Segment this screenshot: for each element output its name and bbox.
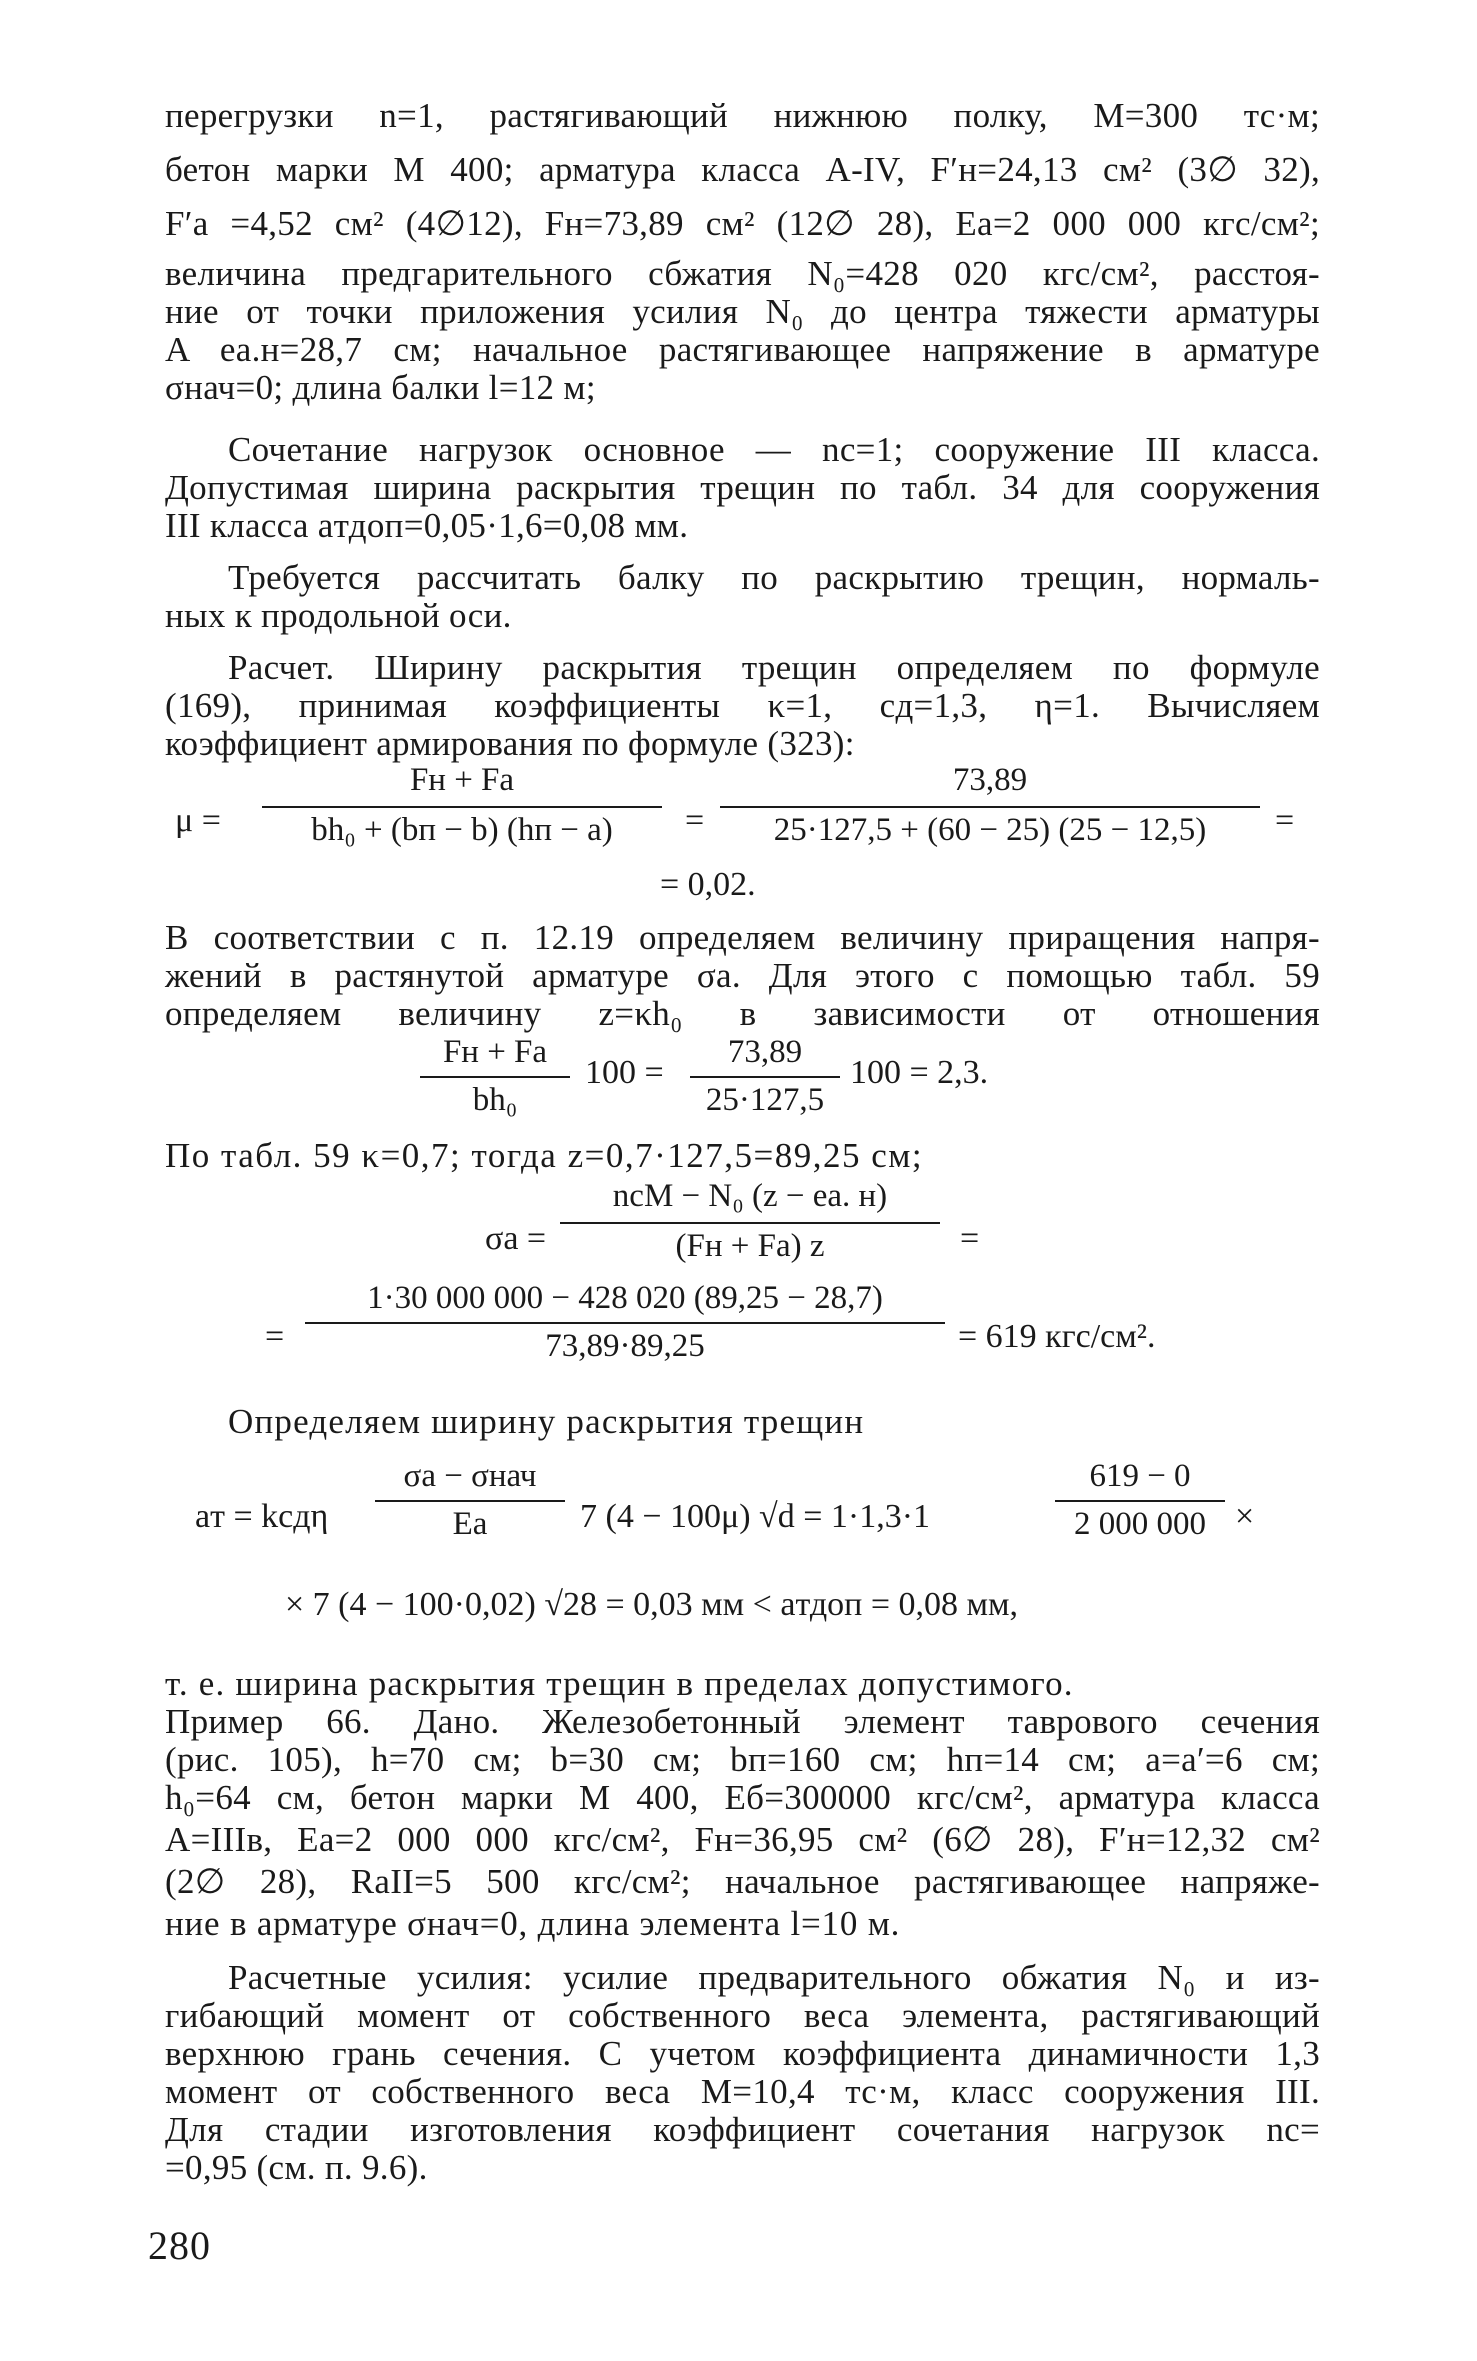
fraction-bar — [560, 1222, 940, 1224]
text-line: σнач=0; длина балки l=12 м; — [165, 368, 596, 407]
formula-numerator: σа − σнач — [403, 1458, 537, 1494]
formula-lhs: μ = — [175, 802, 221, 839]
text-line: т. е. ширина раскрытия трещин в пределах допустимого. — [165, 1664, 1074, 1703]
text-line: момент от собственного веса M=10,4 тс·м, класс сооружения III. — [165, 2072, 1320, 2111]
text-line: h₀=64 см, бетон марки М 400, Eб=300000 кгс/см², арматура класса — [165, 1778, 1320, 1817]
text-line: Расчетные усилия: усилие предварительного обжатия N₀ и из- — [228, 1958, 1320, 1997]
formula-denominator: bh₀ — [472, 1082, 518, 1118]
formula-denominator: Eа — [452, 1506, 488, 1542]
text-line: Расчет. Ширину раскрытия трещин определяем по формуле — [228, 648, 1320, 687]
text-line: величина предгарительного сбжатия N₀=428 020 кгс/см², расстоя- — [165, 254, 1320, 293]
text-line: (2∅ 28), RаII=5 500 кгс/см²; начальное растягивающее напряже- — [165, 1862, 1320, 1901]
equals-sign: = — [1275, 802, 1295, 839]
formula-lhs: σа = — [485, 1220, 547, 1257]
text-line: В соответствии с п. 12.19 определяем величину приращения напря- — [165, 918, 1320, 957]
fraction-bar — [690, 1076, 840, 1078]
text-line: бетон марки М 400; арматура класса A-IV, F′н=24,13 см² (3∅ 32), — [165, 150, 1320, 189]
formula-lhs: aт = kcдη — [195, 1498, 329, 1535]
fraction-bar — [375, 1500, 565, 1502]
text-line: Допустимая ширина раскрытия трещин по табл. 34 для сооружения — [165, 468, 1320, 507]
formula-denominator: (Fн + Fа) z — [675, 1228, 825, 1264]
text-line: III класса aтдоп=0,05·1,6=0,08 мм. — [165, 506, 689, 545]
text-line: Для стадии изготовления коэффициент сочетания нагрузок nc= — [165, 2110, 1320, 2149]
text-line: (169), принимая коэффициенты κ=1, cд=1,3, η=1. Вычисляем — [165, 686, 1320, 725]
fraction-bar — [305, 1322, 945, 1324]
formula-result: = 0,02. — [660, 866, 756, 903]
text-line: определяем величину z=κh₀ в зависимости от отношения — [165, 994, 1320, 1033]
fraction-bar — [262, 806, 662, 808]
text-line: коэффициент армирования по формуле (323): — [165, 724, 855, 763]
formula-numerator: 1·30 000 000 − 428 020 (89,25 − 28,7) — [367, 1280, 883, 1316]
text-line: (рис. 105), h=70 см; b=30 см; bп=160 см; hп=14 см; a=a′=6 см; — [165, 1740, 1320, 1779]
text-line: A=IIIв, Eа=2 000 000 кгс/см², Fн=36,95 см² (6∅ 28), F′н=12,32 см² — [165, 1820, 1320, 1859]
fraction-bar — [420, 1076, 570, 1078]
formula-text: × — [1235, 1498, 1255, 1535]
formula-numerator: Fн + Fа — [442, 1034, 548, 1070]
fraction-bar — [720, 806, 1260, 808]
text-line: ных к продольной оси. — [165, 596, 512, 635]
formula-result: 100 = 2,3. — [850, 1054, 989, 1091]
text-line: A eа.н=28,7 см; начальное растягивающее напряжение в арматуре — [165, 330, 1320, 369]
formula-numerator: Fн + Fа — [409, 762, 515, 798]
formula-denominator: 25·127,5 + (60 − 25) (25 − 12,5) — [773, 812, 1207, 848]
text-line: перегрузки n=1, растягивающий нижнюю полку, M=300 тс·м; — [165, 96, 1320, 135]
formula-numerator: 73,89 — [952, 762, 1028, 798]
text-line: =0,95 (см. п. 9.6). — [165, 2148, 428, 2187]
equals-sign: = — [960, 1220, 980, 1257]
formula-result: = 619 кгс/см². — [958, 1318, 1156, 1355]
formula-text: 100 = — [585, 1054, 664, 1091]
formula-text: 7 (4 − 100μ) √d = 1·1,3·1 — [580, 1498, 931, 1535]
text-line: Определяем ширину раскрытия трещин — [228, 1402, 865, 1441]
equals-sign: = — [685, 802, 705, 839]
formula-denominator: bh₀ + (bп − b) (hп − a) — [311, 812, 613, 848]
text-line: верхнюю грань сечения. С учетом коэффициента динамичности 1,3 — [165, 2034, 1320, 2073]
text-line: ние от точки приложения усилия N₀ до центра тяжести арматуры — [165, 292, 1320, 331]
formula-numerator: 619 − 0 — [1089, 1458, 1191, 1494]
formula-text: × 7 (4 − 100·0,02) √28 = 0,03 мм < aтдоп = 0,08 мм, — [285, 1586, 1019, 1623]
formula-denominator: 73,89·89,25 — [545, 1328, 705, 1364]
formula-denominator: 25·127,5 — [705, 1082, 825, 1118]
page-number: 280 — [148, 2223, 211, 2268]
formula-numerator: 73,89 — [727, 1034, 803, 1070]
text-line: F′а =4,52 см² (4∅12), Fн=73,89 см² (12∅ 28), Eа=2 000 000 кгс/см²; — [165, 204, 1320, 243]
text-line: По табл. 59 κ=0,7; тогда z=0,7·127,5=89,25 см; — [165, 1136, 924, 1175]
text-line: ние в арматуре σнач=0, длина элемента l=10 м. — [165, 1904, 901, 1943]
equals-sign: = — [265, 1318, 285, 1355]
example-heading: Пример 66. Дано. Железобетонный элемент таврового сечения — [165, 1702, 1320, 1741]
text-line: Требуется рассчитать балку по раскрытию трещин, нормаль- — [228, 558, 1320, 597]
text-line: гибающий момент от собственного веса элемента, растягивающий — [165, 1996, 1320, 2035]
formula-denominator: 2 000 000 — [1074, 1506, 1206, 1542]
text-line: жений в растянутой арматуре σа. Для этого с помощью табл. 59 — [165, 956, 1320, 995]
formula-numerator: ncM − N₀ (z − eа. н) — [612, 1178, 888, 1214]
fraction-bar — [1055, 1500, 1225, 1502]
text-line: Сочетание нагрузок основное — nc=1; сооружение III класса. — [228, 430, 1320, 469]
